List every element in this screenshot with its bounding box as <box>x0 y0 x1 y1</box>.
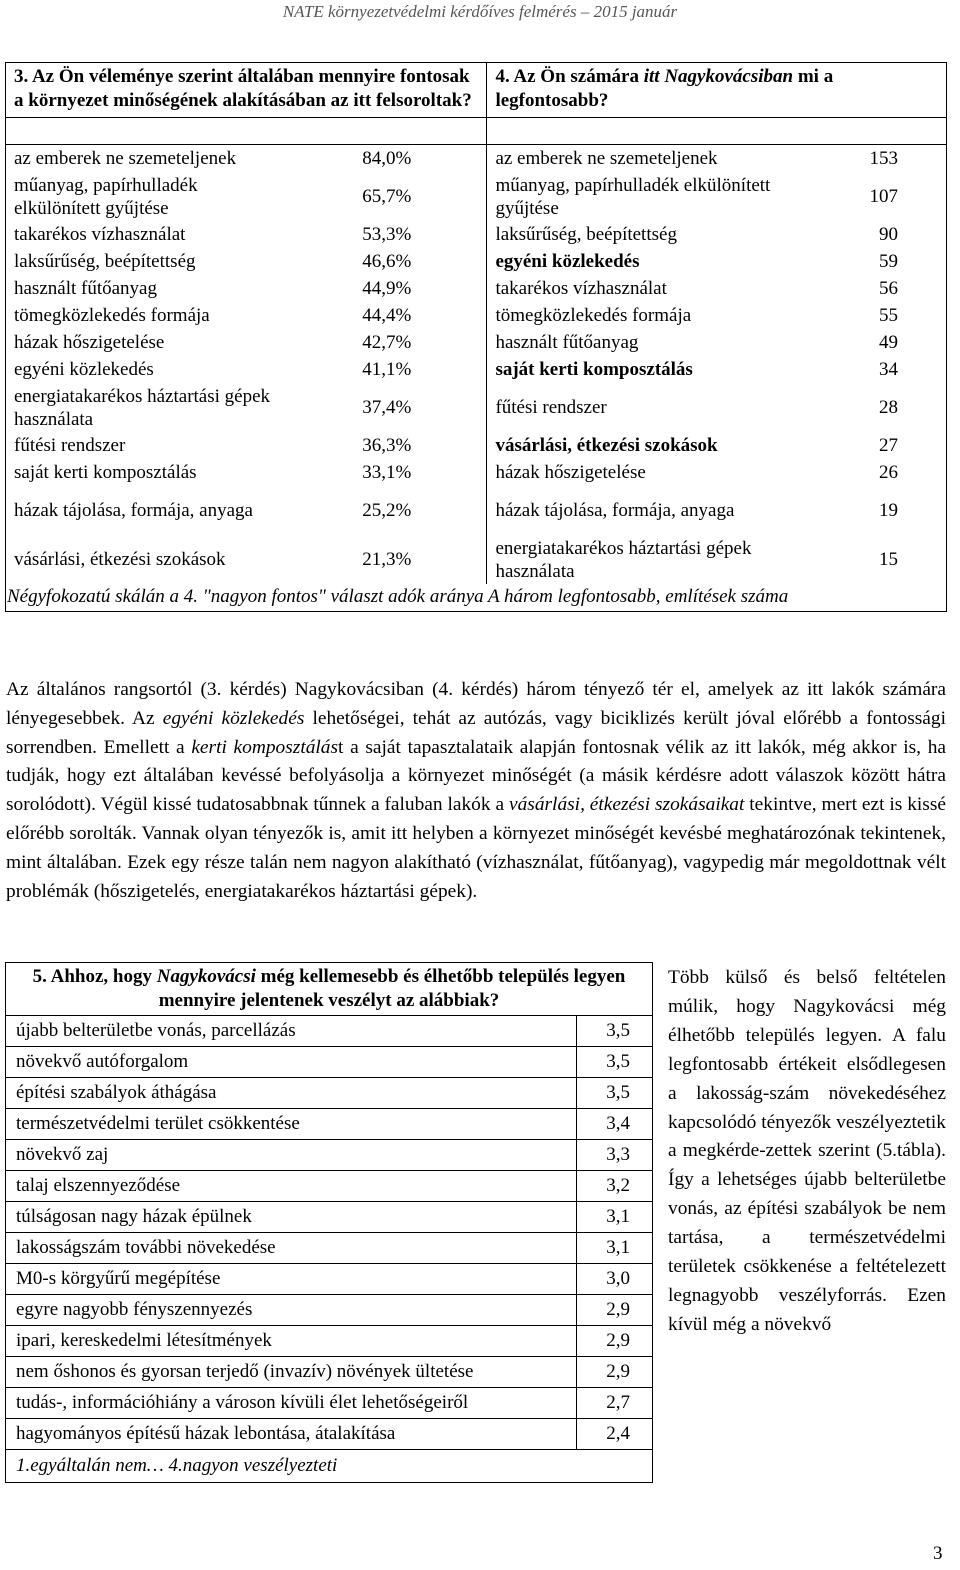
table-row <box>6 432 947 459</box>
question-5-heading: 5. Ahhoz, hogy Nagykovácsi még kellemesebb és élhetőbb település legyen mennyire jelentenek veszélyt az alábbiak? <box>6 963 653 1016</box>
threat-label: egyre nagyobb fényszennyezés <box>6 1295 577 1326</box>
general-percent: 46,6% <box>287 248 487 275</box>
threat-label: túlságosan nagy házak épülnek <box>6 1202 577 1233</box>
threat-table-5 <box>5 962 653 1483</box>
local-factor: laksűrűség, beépítettség <box>487 221 805 248</box>
threat-row <box>6 1202 653 1233</box>
table-row <box>6 329 947 356</box>
table-row <box>6 535 947 584</box>
threat-row <box>6 1016 653 1047</box>
general-percent: 41,1% <box>287 356 487 383</box>
threat-score: 3,3 <box>576 1140 652 1171</box>
local-factor: használt fűtőanyag <box>487 329 805 356</box>
general-percent: 37,4% <box>287 383 487 432</box>
local-count: 153 <box>805 145 947 173</box>
general-factor: házak tájolása, formája, anyaga <box>6 486 288 535</box>
threat-score: 3,1 <box>576 1233 652 1264</box>
local-factor: házak hőszigetelése <box>487 459 805 486</box>
local-count: 55 <box>805 302 947 329</box>
local-factor: műanyag, papírhulladék elkülönített gyűjtése <box>487 172 805 221</box>
local-count: 15 <box>805 535 947 584</box>
survey-table-3-4 <box>5 62 947 612</box>
threat-row <box>6 1419 653 1450</box>
threat-row <box>6 1357 653 1388</box>
local-count: 56 <box>805 275 947 302</box>
general-percent: 25,2% <box>287 486 487 535</box>
threat-score: 3,5 <box>576 1078 652 1109</box>
threat-label: természetvédelmi terület csökkentése <box>6 1109 577 1140</box>
threat-label: M0-s körgyűrű megépítése <box>6 1264 577 1295</box>
threat-score: 3,2 <box>576 1171 652 1202</box>
local-count: 49 <box>805 329 947 356</box>
local-factor: energiatakarékos háztartási gépek használata <box>487 535 805 584</box>
local-factor: tömegközlekedés formája <box>487 302 805 329</box>
table-row <box>6 145 947 173</box>
threat-score: 2,4 <box>576 1419 652 1450</box>
general-factor: műanyag, papírhulladék elkülönített gyűjtése <box>6 172 288 221</box>
general-percent: 36,3% <box>287 432 487 459</box>
threat-row <box>6 1326 653 1357</box>
question-4-heading: 4. Az Ön számára itt Nagykovácsiban mi a legfontosabb? <box>487 63 947 118</box>
general-factor: vásárlási, étkezési szokások <box>6 535 288 584</box>
general-percent: 84,0% <box>287 145 487 173</box>
general-factor: házak hőszigetelése <box>6 329 288 356</box>
general-factor: laksűrűség, beépítettség <box>6 248 288 275</box>
general-percent: 44,4% <box>287 302 487 329</box>
general-factor: fűtési rendszer <box>6 432 288 459</box>
threat-score: 2,9 <box>576 1326 652 1357</box>
local-count: 34 <box>805 356 947 383</box>
threat-label: lakosságszám további növekedése <box>6 1233 577 1264</box>
threat-row <box>6 1295 653 1326</box>
threat-row <box>6 1047 653 1078</box>
threat-score: 3,5 <box>576 1047 652 1078</box>
threat-score: 3,4 <box>576 1109 652 1140</box>
threat-score: 2,7 <box>576 1388 652 1419</box>
local-factor: vásárlási, étkezési szokások <box>487 432 805 459</box>
threat-label: talaj elszennyeződése <box>6 1171 577 1202</box>
analysis-paragraph: Az általános rangsortól (3. kérdés) Nagykovácsiban (4. kérdés) három tényező tér el, amelyek az itt lakók számára lényegesebbek. Az egyéni közlekedés lehetőségei, tehát az autózás, vagy biciklizés került jóval előrébb a fontossági sorrendben. Emellett a kerti komposztálást a saját tapasztalataik alapján fontosnak vélik az itt lakók, még akkor is, ha tudják, hogy ezt általában kevéssé befolyásolja a környezet minőségét (a másik kérdésre adott válaszok között hátra sorolódott). Végül kissé tudatosabbnak tűnnek a faluban lakók a vásárlási, étkezési szokásaikat tekintve, mert ezt is kissé előrébb sorolták. Vannak olyan tényezők is, amit itt helyben a környezet minőségét kevésbé meghatározónak tekintenek, mint általában. Ezek egy része talán nem nagyon alakítható (vízhasználat, fűtőanyag), vagypedig már megoldottnak vélt problémák (hőszigetelés, energiatakarékos háztartási gépek). <box>6 679 946 902</box>
local-factor: fűtési rendszer <box>487 383 805 432</box>
general-factor: energiatakarékos háztartási gépek használata <box>6 383 288 432</box>
general-percent: 21,3% <box>287 535 487 584</box>
general-factor: egyéni közlekedés <box>6 356 288 383</box>
local-factor: házak tájolása, formája, anyaga <box>487 486 805 535</box>
general-percent: 65,7% <box>287 172 487 221</box>
table-row <box>6 221 947 248</box>
threat-label: hagyományos építésű házak lebontása, átalakítása <box>6 1419 577 1450</box>
page-header: NATE környezetvédelmi kérdőíves felmérés – 2015 január <box>282 2 678 21</box>
threat-score: 3,1 <box>576 1202 652 1233</box>
threat-row <box>6 1388 653 1419</box>
general-factor: az emberek ne szemeteljenek <box>6 145 288 173</box>
table-row <box>6 486 947 535</box>
threat-label: növekvő autóforgalom <box>6 1047 577 1078</box>
local-count: 59 <box>805 248 947 275</box>
table-row <box>6 172 947 221</box>
local-factor: takarékos vízhasználat <box>487 275 805 302</box>
table-row <box>6 356 947 383</box>
local-count: 27 <box>805 432 947 459</box>
general-percent: 44,9% <box>287 275 487 302</box>
table-note-right: A három legfontosabb, említések száma <box>487 584 947 612</box>
local-count: 26 <box>805 459 947 486</box>
threat-row <box>6 1233 653 1264</box>
local-count: 90 <box>805 221 947 248</box>
general-factor: használt fűtőanyag <box>6 275 288 302</box>
local-factor: egyéni közlekedés <box>487 248 805 275</box>
question-3-heading: 3. Az Ön véleménye szerint általában mennyire fontosak a környezet minőségének alakításában az itt felsoroltak? <box>6 63 487 118</box>
threat-label: tudás-, információhiány a városon kívüli élet lehetőségeiről <box>6 1388 577 1419</box>
threat-score: 2,9 <box>576 1295 652 1326</box>
table-row <box>6 248 947 275</box>
general-factor: saját kerti komposztálás <box>6 459 288 486</box>
threat-score: 3,5 <box>576 1016 652 1047</box>
scale-note: 1.egyáltalán nem… 4.nagyon veszélyezteti <box>6 1450 653 1483</box>
threat-row <box>6 1140 653 1171</box>
threat-label: növekvő zaj <box>6 1140 577 1171</box>
local-factor: az emberek ne szemeteljenek <box>487 145 805 173</box>
threat-label: újabb belterületbe vonás, parcellázás <box>6 1016 577 1047</box>
threat-row <box>6 1078 653 1109</box>
threat-score: 2,9 <box>576 1357 652 1388</box>
general-factor: takarékos vízhasználat <box>6 221 288 248</box>
general-percent: 53,3% <box>287 221 487 248</box>
threat-label: ipari, kereskedelmi létesítmények <box>6 1326 577 1357</box>
side-paragraph: Több külső és belső feltételen múlik, hogy Nagykovácsi még élhetőbb település legyen. A falu legfontosabb értékeit elsődlegesen a lakosság-szám növekedéséhez kapcsolódó tényezők veszélyeztetik a megkérde-zettek szerint (5.tábla). Így a lehetséges újabb belterületbe vonás, az építési szabályok be nem tartása, a természetvédelmi területek csökkenése a feltételezett legnagyobb veszélyforrás. Ezen kívül még a növekvő <box>668 967 946 1335</box>
threat-row <box>6 1171 653 1202</box>
general-factor: tömegközlekedés formája <box>6 302 288 329</box>
table-row <box>6 459 947 486</box>
local-factor: saját kerti komposztálás <box>487 356 805 383</box>
page-number: 3 <box>933 1543 943 1564</box>
local-count: 107 <box>805 172 947 221</box>
blank-row <box>6 118 947 145</box>
threat-label: nem őshonos és gyorsan terjedő (invazív) növények ültetése <box>6 1357 577 1388</box>
table-note-left: Négyfokozatú skálán a 4. "nagyon fontos" választ adók aránya <box>6 584 487 612</box>
local-count: 28 <box>805 383 947 432</box>
table-row <box>6 302 947 329</box>
table-row <box>6 383 947 432</box>
threat-row <box>6 1109 653 1140</box>
threat-score: 3,0 <box>576 1264 652 1295</box>
threat-label: építési szabályok áthágása <box>6 1078 577 1109</box>
general-percent: 33,1% <box>287 459 487 486</box>
local-count: 19 <box>805 486 947 535</box>
threat-row <box>6 1264 653 1295</box>
table-row <box>6 275 947 302</box>
general-percent: 42,7% <box>287 329 487 356</box>
